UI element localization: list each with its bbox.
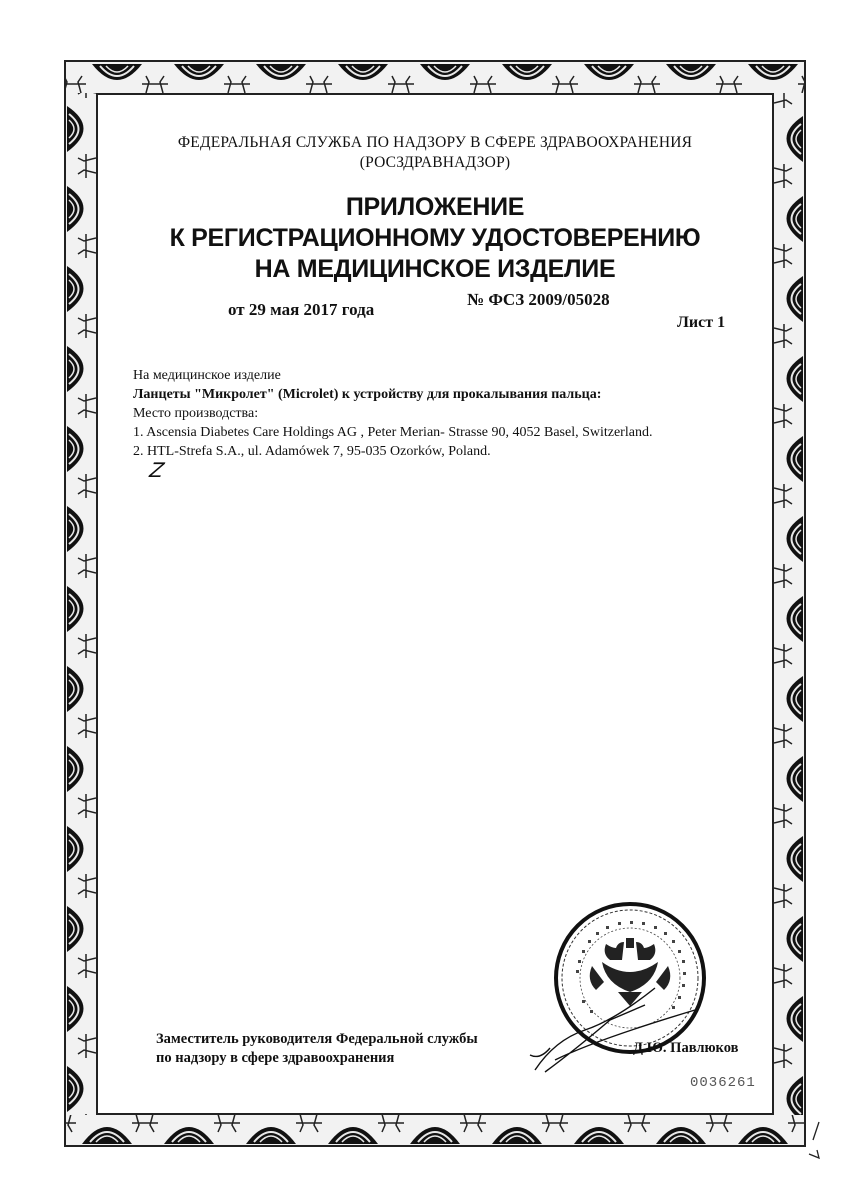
document-body: [133, 366, 652, 461]
handwritten-signature: [515, 960, 715, 1080]
issue-date: от 29 мая 2017 года: [228, 300, 375, 319]
issuing-agency: [100, 133, 770, 173]
intro-text: На медицинское изделие: [133, 368, 281, 383]
signer-position-line-1: Заместитель руководителя Федеральной службы: [156, 1031, 478, 1047]
registration-number: № ФСЗ 2009/05028: [467, 290, 610, 309]
border-pattern-right: [774, 93, 804, 1115]
title-line-1: ПРИЛОЖЕНИЕ: [345, 193, 525, 221]
sheet-number: Лист 1: [677, 314, 726, 331]
signer-name: Д.Ю. Павлюков: [633, 1040, 739, 1056]
product-name: Ланцеты "Микролет" (Microlet) к устройству для прокалывания пальца:: [133, 387, 602, 402]
serial-number: 0036261: [690, 1075, 756, 1091]
border-pattern-top: [66, 62, 804, 93]
place-of-production-label: Место производства:: [133, 406, 259, 421]
signer-position: [156, 1030, 478, 1068]
handwritten-mark: Z: [147, 458, 166, 482]
border-pattern-bottom: [66, 1114, 804, 1145]
manufacturer-item: 2. HTL-Strefa S.A., ul. Adamówek 7, 95-035 Ozorków, Poland.: [133, 444, 491, 459]
manufacturer-item: 1. Ascensia Diabetes Care Holdings AG , Peter Merian- Strasse 90, 4052 Basel, Switzerland.: [133, 425, 653, 440]
signer-position-line-2: по надзору в сфере здравоохранения: [156, 1050, 395, 1066]
title-line-3: НА МЕДИЦИНСКОЕ ИЗДЕЛИЕ: [254, 255, 616, 283]
title-line-2: К РЕГИСТРАЦИОННОМУ УДОСТОВЕРЕНИЮ: [169, 224, 701, 252]
border-pattern-left: [66, 93, 96, 1115]
agency-short-name: (РОСЗДРАВНАДЗОР): [359, 154, 511, 171]
document-title: [100, 192, 770, 285]
stray-ink-mark: [805, 1120, 835, 1160]
agency-name: ФЕДЕРАЛЬНАЯ СЛУЖБА ПО НАДЗОРУ В СФЕРЕ ЗДРАВООХРАНЕНИЯ: [177, 134, 693, 151]
